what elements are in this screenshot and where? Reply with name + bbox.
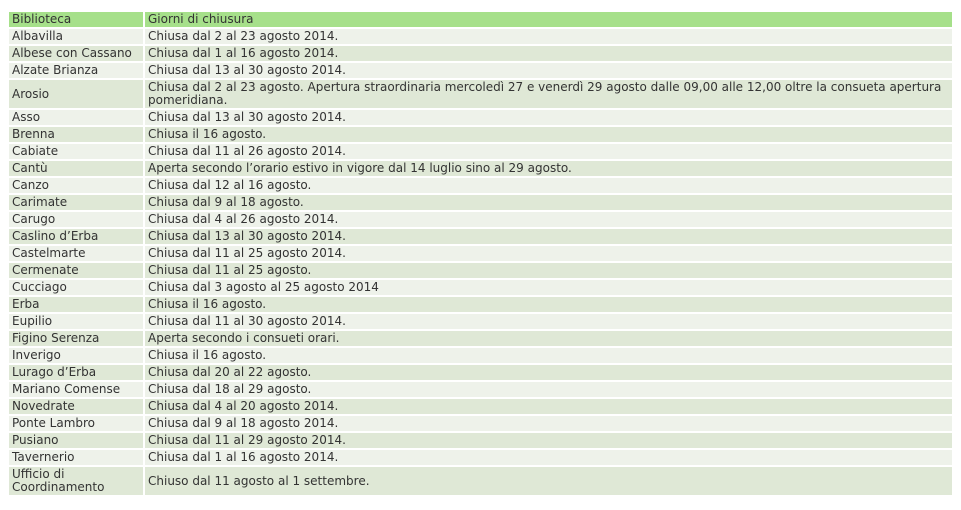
giorni-cell: Chiusa il 16 agosto. <box>145 348 952 363</box>
biblioteca-cell: Cermenate <box>9 263 143 278</box>
giorni-cell: Chiusa dal 12 al 16 agosto. <box>145 178 952 193</box>
table-row <box>9 127 952 142</box>
giorni-cell: Chiusa dal 11 al 26 agosto 2014. <box>145 144 952 159</box>
giorni-cell: Chiusa dal 2 al 23 agosto. Apertura straordinaria mercoledì 27 e venerdì 29 agosto dalle 09,00 alle 12,00 oltre la consueta apertura pomeridiana. <box>145 80 952 108</box>
giorni-cell: Chiusa dal 4 al 26 agosto 2014. <box>145 212 952 227</box>
biblioteca-cell: Erba <box>9 297 143 312</box>
table-row <box>9 46 952 61</box>
biblioteca-cell: Brenna <box>9 127 143 142</box>
table-row <box>9 178 952 193</box>
table-row <box>9 433 952 448</box>
table-row <box>9 416 952 431</box>
giorni-cell: Chiuso dal 11 agosto al 1 settembre. <box>145 467 952 495</box>
biblioteca-cell: Figino Serenza <box>9 331 143 346</box>
biblioteca-cell: Pusiano <box>9 433 143 448</box>
biblioteca-cell: Albese con Cassano <box>9 46 143 61</box>
table-row <box>9 365 952 380</box>
table-row <box>9 80 952 108</box>
biblioteca-cell: Albavilla <box>9 29 143 44</box>
table-row <box>9 382 952 397</box>
giorni-cell: Chiusa dal 3 agosto al 25 agosto 2014 <box>145 280 952 295</box>
giorni-cell: Chiusa dal 20 al 22 agosto. <box>145 365 952 380</box>
table-row <box>9 297 952 312</box>
giorni-cell: Chiusa dal 18 al 29 agosto. <box>145 382 952 397</box>
giorni-cell: Chiusa dal 9 al 18 agosto. <box>145 195 952 210</box>
giorni-cell: Chiusa dal 13 al 30 agosto 2014. <box>145 110 952 125</box>
table-row <box>9 246 952 261</box>
table-row <box>9 399 952 414</box>
giorni-cell: Aperta secondo i consueti orari. <box>145 331 952 346</box>
table-row <box>9 229 952 244</box>
table-row <box>9 314 952 329</box>
giorni-cell: Chiusa il 16 agosto. <box>145 297 952 312</box>
biblioteca-cell: Alzate Brianza <box>9 63 143 78</box>
table-row <box>9 161 952 176</box>
table-row <box>9 450 952 465</box>
biblioteca-cell: Asso <box>9 110 143 125</box>
biblioteca-cell: Lurago d’Erba <box>9 365 143 380</box>
biblioteca-cell: Ufficio di Coordinamento <box>9 467 143 495</box>
table-row <box>9 63 952 78</box>
biblioteca-cell: Inverigo <box>9 348 143 363</box>
table-row <box>9 280 952 295</box>
biblioteca-cell: Caslino d’Erba <box>9 229 143 244</box>
biblioteca-cell: Cucciago <box>9 280 143 295</box>
header-biblioteca: Biblioteca <box>9 12 143 27</box>
giorni-cell: Chiusa dal 2 al 23 agosto 2014. <box>145 29 952 44</box>
giorni-cell: Chiusa dal 11 al 25 agosto 2014. <box>145 246 952 261</box>
giorni-cell: Chiusa dal 1 al 16 agosto 2014. <box>145 46 952 61</box>
biblioteca-cell: Tavernerio <box>9 450 143 465</box>
giorni-cell: Chiusa dal 13 al 30 agosto 2014. <box>145 63 952 78</box>
table-row <box>9 29 952 44</box>
table-body <box>9 29 952 495</box>
biblioteca-cell: Novedrate <box>9 399 143 414</box>
giorni-cell: Chiusa dal 11 al 30 agosto 2014. <box>145 314 952 329</box>
giorni-cell: Chiusa dal 1 al 16 agosto 2014. <box>145 450 952 465</box>
biblioteca-cell: Mariano Comense <box>9 382 143 397</box>
table-row <box>9 110 952 125</box>
header-row <box>9 12 952 27</box>
giorni-cell: Chiusa il 16 agosto. <box>145 127 952 142</box>
table-row <box>9 331 952 346</box>
giorni-cell: Chiusa dal 4 al 20 agosto 2014. <box>145 399 952 414</box>
biblioteca-cell: Castelmarte <box>9 246 143 261</box>
giorni-cell: Chiusa dal 11 al 25 agosto. <box>145 263 952 278</box>
table-row <box>9 467 952 495</box>
header-giorni: Giorni di chiusura <box>145 12 952 27</box>
biblioteca-cell: Cantù <box>9 161 143 176</box>
giorni-cell: Aperta secondo l’orario estivo in vigore dal 14 luglio sino al 29 agosto. <box>145 161 952 176</box>
table-row <box>9 348 952 363</box>
table-row <box>9 212 952 227</box>
giorni-cell: Chiusa dal 13 al 30 agosto 2014. <box>145 229 952 244</box>
table-row <box>9 195 952 210</box>
biblioteca-cell: Carimate <box>9 195 143 210</box>
biblioteca-cell: Ponte Lambro <box>9 416 143 431</box>
giorni-cell: Chiusa dal 11 al 29 agosto 2014. <box>145 433 952 448</box>
biblioteca-cell: Arosio <box>9 80 143 108</box>
biblioteca-cell: Eupilio <box>9 314 143 329</box>
biblioteca-cell: Carugo <box>9 212 143 227</box>
table-row <box>9 144 952 159</box>
table-row <box>9 263 952 278</box>
biblioteca-cell: Cabiate <box>9 144 143 159</box>
biblioteca-cell: Canzo <box>9 178 143 193</box>
chiusure-table <box>7 10 954 497</box>
giorni-cell: Chiusa dal 9 al 18 agosto 2014. <box>145 416 952 431</box>
